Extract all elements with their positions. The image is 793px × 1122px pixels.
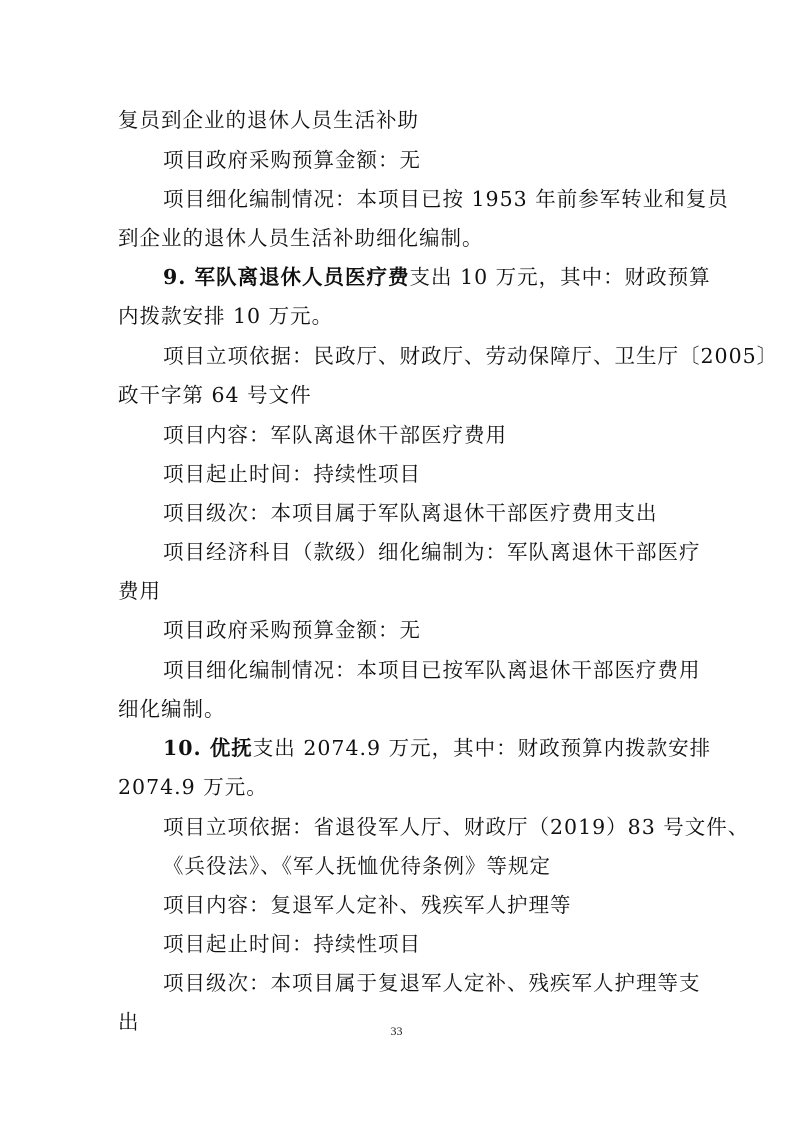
section-heading-text: 支出 10 万元，其中：财政预算 bbox=[409, 265, 711, 289]
text-line: 项目起止时间：持续性项目 bbox=[163, 932, 421, 956]
section-heading: 9. 军队离退休人员医疗费 bbox=[163, 265, 410, 289]
text-line: 细化编制。 bbox=[118, 697, 226, 721]
text-line: 费用 bbox=[118, 579, 161, 603]
text-line: 2074.9 万元。 bbox=[118, 775, 268, 799]
text-line: 《兵役法》、《军人抚恤优待条例》等规定 bbox=[163, 854, 551, 878]
text-line: 到企业的退休人员生活补助细化编制。 bbox=[118, 226, 484, 250]
text-line: 项目立项依据：民政厅、财政厅、劳动保障厅、卫生厅〔2005〕 bbox=[163, 344, 779, 368]
section-heading-line bbox=[163, 736, 712, 760]
text-line: 政干字第 64 号文件 bbox=[118, 383, 312, 407]
text-line: 项目立项依据：省退役军人厅、财政厅（2019）83 号文件、 bbox=[163, 815, 750, 839]
text-line: 项目政府采购预算金额：无 bbox=[163, 618, 421, 642]
text-line: 复员到企业的退休人员生活补助 bbox=[118, 108, 419, 132]
text-line: 项目级次：本项目属于军队离退休干部医疗费用支出 bbox=[163, 501, 658, 525]
section-heading-text: 支出 2074.9 万元，其中：财政预算内拨款安排 bbox=[252, 736, 712, 760]
text-line: 项目级次：本项目属于复退军人定补、残疾军人护理等支 bbox=[163, 971, 701, 995]
text-line: 项目细化编制情况：本项目已按军队离退休干部医疗费用 bbox=[163, 658, 701, 682]
text-line: 项目内容：军队离退休干部医疗费用 bbox=[163, 423, 507, 447]
text-line: 项目细化编制情况：本项目已按 1953 年前参军转业和复员 bbox=[163, 187, 729, 211]
text-line: 出 bbox=[118, 1010, 140, 1034]
text-line: 项目政府采购预算金额：无 bbox=[163, 148, 421, 172]
text-line: 项目经济科目（款级）细化编制为：军队离退休干部医疗 bbox=[163, 540, 701, 564]
section-heading: 10. 优抚 bbox=[163, 736, 253, 760]
text-line: 项目起止时间：持续性项目 bbox=[163, 462, 421, 486]
page-number: 33 bbox=[390, 1024, 403, 1038]
section-heading-line bbox=[163, 265, 711, 289]
text-line: 内拨款安排 10 万元。 bbox=[118, 304, 334, 328]
text-line: 项目内容：复退军人定补、残疾军人护理等 bbox=[163, 893, 572, 917]
